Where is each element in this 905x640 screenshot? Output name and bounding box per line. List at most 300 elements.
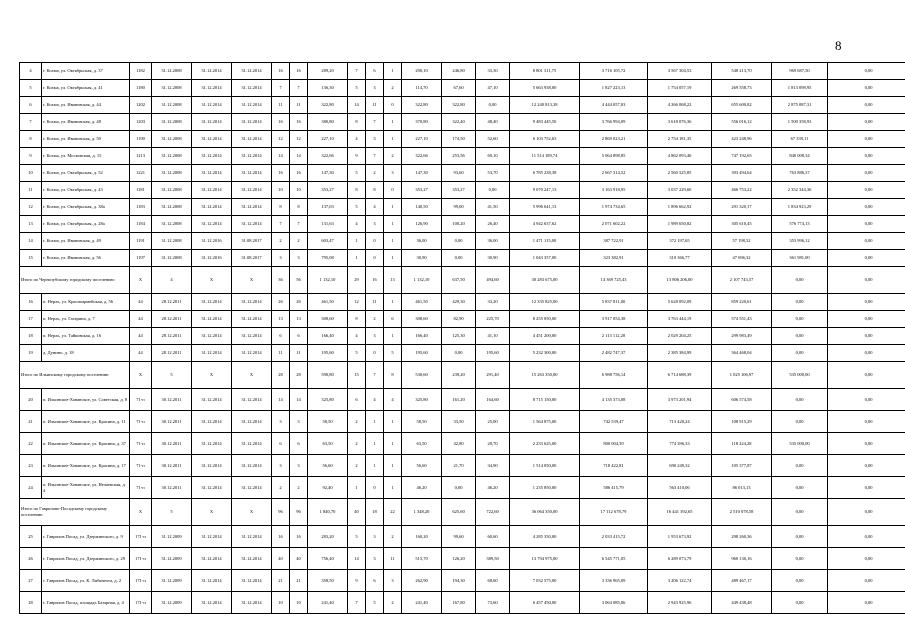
- table-cell: 26: [20, 548, 42, 570]
- table-cell: 494,60: [476, 267, 510, 294]
- table-cell: 31.12.2014: [192, 216, 232, 233]
- table-cell: 0,00: [828, 80, 905, 97]
- table-cell: 290,10: [402, 63, 442, 80]
- table-cell: 3 336 965,09: [580, 570, 648, 592]
- table-cell: 0,00: [772, 294, 828, 311]
- table-cell: д. Дунино, д. 18: [42, 345, 130, 362]
- table-cell: 3: [272, 411, 290, 433]
- table-cell: 20: [20, 389, 42, 411]
- table-cell: 31.12.2014: [192, 131, 232, 148]
- table-cell: 171-п: [130, 592, 152, 614]
- table-cell: 2 875 087,31: [772, 97, 828, 114]
- table-cell: 125,30: [442, 328, 476, 345]
- table-cell: 11: [290, 97, 308, 114]
- table-cell: 747 192,65: [712, 148, 772, 165]
- table-cell: 11: [366, 97, 384, 114]
- table-cell: 0,00: [772, 477, 828, 499]
- table-cell: 4 862 093,46: [648, 148, 712, 165]
- table-cell: 5 628 092,09: [648, 294, 712, 311]
- table-cell: 225,70: [476, 311, 510, 328]
- table-cell: г. Кохма, ул. Ивановская, д. 56: [42, 250, 130, 267]
- table-cell: 0,00: [442, 477, 476, 499]
- table-cell: 30.12.2011: [152, 411, 192, 433]
- table-cell: 118 224,28: [712, 433, 772, 455]
- table-cell: 23: [20, 455, 42, 477]
- table-cell: 0,00: [828, 63, 905, 80]
- table-cell: 126,90: [402, 216, 442, 233]
- table-cell: 16: [290, 63, 308, 80]
- table-cell: 3: [366, 216, 384, 233]
- table-cell: 795,08: [308, 250, 348, 267]
- table-cell: 0: [366, 250, 384, 267]
- table-cell: г. Кохма, ул. Октябрьская, д. 38а: [42, 199, 130, 216]
- table-cell: 0: [366, 345, 384, 362]
- table-cell: 1182: [130, 63, 152, 80]
- table-cell: 44: [130, 311, 152, 328]
- table-cell: 71-п: [130, 389, 152, 411]
- table-cell: 1 989 650,82: [648, 216, 712, 233]
- table-cell: 0,00: [828, 216, 905, 233]
- table-cell: 1 514 050,00: [510, 455, 580, 477]
- table-row: [20, 216, 905, 233]
- table-cell: 56,60: [308, 455, 348, 477]
- table-cell: 0,00: [828, 114, 905, 131]
- table-cell: 2: [384, 148, 402, 165]
- table-cell: 2: [384, 526, 402, 548]
- table-cell: 1 953 673,92: [648, 526, 712, 548]
- table-cell: 1: [348, 477, 366, 499]
- table-cell: 60,60: [476, 526, 510, 548]
- table-cell: 5 837 811,00: [580, 294, 648, 311]
- table-cell: 31.12.2014: [232, 199, 272, 216]
- table-cell: 71-п: [130, 433, 152, 455]
- table-cell: 1202: [130, 97, 152, 114]
- table-cell: 171-п: [130, 548, 152, 570]
- table-cell: 31.12.2014: [192, 526, 232, 548]
- table-cell: 136,30: [308, 80, 348, 97]
- table-cell: 1 471 115,00: [510, 233, 580, 250]
- table-cell: г. Кохма, ул. Ивановская, д. 48: [42, 114, 130, 131]
- table-cell: 31.12.2014: [192, 114, 232, 131]
- table-cell: 16: [272, 165, 290, 182]
- table-cell: 31.12.2008: [152, 63, 192, 80]
- table-cell: 1191: [130, 233, 152, 250]
- table-cell: 8: [290, 199, 308, 216]
- table-cell: 71-п: [130, 411, 152, 433]
- table-cell: 12: [290, 131, 308, 148]
- table-cell: Х: [232, 362, 272, 389]
- table-row: [20, 345, 905, 362]
- table-cell: 2 510 078,58: [712, 499, 772, 526]
- table-cell: 2 113 112,28: [580, 328, 648, 345]
- table-cell: 31.12.2014: [232, 216, 272, 233]
- table-cell: 1: [384, 250, 402, 267]
- table-cell: 31.12.2014: [232, 477, 272, 499]
- table-cell: 262,90: [402, 570, 442, 592]
- table-cell: 4: [366, 389, 384, 411]
- table-cell: 10: [290, 592, 308, 614]
- table-cell: 246,80: [442, 63, 476, 80]
- table-cell: 22: [384, 499, 402, 526]
- table-cell: 9: [348, 570, 366, 592]
- table-cell: г. Кохма, ул. Октябрьская, д. 28а: [42, 216, 130, 233]
- table-cell: 6 457 450,00: [510, 592, 580, 614]
- table-cell: 6: [290, 433, 308, 455]
- table-cell: 308,60: [402, 311, 442, 328]
- table-cell: 1: [384, 114, 402, 131]
- table-cell: 14: [290, 389, 308, 411]
- table-cell: 31.12.2016: [192, 233, 232, 250]
- table-row: [20, 526, 905, 548]
- table-cell: 1180: [130, 80, 152, 97]
- table-cell: 147,30: [308, 165, 348, 182]
- housing-table: [19, 62, 905, 614]
- table-cell: 11: [366, 294, 384, 311]
- table-cell: 20,70: [476, 433, 510, 455]
- table-cell: 1 132,10: [402, 267, 442, 294]
- table-cell: 22: [20, 433, 42, 455]
- table-cell: 530,60: [402, 362, 442, 389]
- table-cell: 637,50: [442, 267, 476, 294]
- table-cell: 31.12.2014: [232, 592, 272, 614]
- table-cell: 31.12.2008: [152, 233, 192, 250]
- table-row: [20, 199, 905, 216]
- table-row: [20, 328, 905, 345]
- table-cell: 0,00: [772, 592, 828, 614]
- table-cell: 11: [290, 345, 308, 362]
- table-cell: 69,10: [476, 148, 510, 165]
- table-cell: 6 103 752,63: [510, 131, 580, 148]
- table-cell: 0,00: [828, 182, 905, 199]
- table-cell: Х: [192, 267, 232, 294]
- table-cell: 73,60: [476, 592, 510, 614]
- table-cell: 3 766 994,09: [580, 114, 648, 131]
- table-cell: 18: [20, 328, 42, 345]
- table-cell: 1190: [130, 131, 152, 148]
- table-cell: 10: [272, 182, 290, 199]
- table-cell: 389,50: [476, 548, 510, 570]
- table-cell: 41,10: [476, 328, 510, 345]
- table-cell: 3: [384, 570, 402, 592]
- table-cell: 10: [290, 182, 308, 199]
- table-cell: 0,00: [828, 411, 905, 433]
- table-cell: 31.12.2014: [232, 548, 272, 570]
- table-cell: 171-п: [130, 526, 152, 548]
- table-cell: 126,20: [442, 548, 476, 570]
- table-cell: 13: [272, 311, 290, 328]
- table-cell: 71-п: [130, 477, 152, 499]
- table-cell: 30.12.2011: [152, 455, 192, 477]
- table-cell: п. Нерль, ул. Тайковская, д. 16: [42, 328, 130, 345]
- table-cell: Х: [192, 362, 232, 389]
- table-cell: 7: [290, 216, 308, 233]
- table-cell: 0,00: [828, 148, 905, 165]
- table-cell: 269 558,73: [712, 80, 772, 97]
- table-cell: 3: [384, 165, 402, 182]
- table-cell: 31.12.2009: [152, 526, 192, 548]
- table-cell: 0,00: [772, 548, 828, 570]
- table-cell: 298 260,36: [712, 526, 772, 548]
- table-cell: 0,00: [772, 455, 828, 477]
- table-cell: 3 917 054,38: [580, 311, 648, 328]
- table-cell: 31.12.2014: [192, 63, 232, 80]
- subtotal-label: Итого по Чернозубскому городскому поселению:: [20, 267, 130, 294]
- table-cell: 372 197,65: [648, 233, 712, 250]
- table-cell: 713 420,24: [648, 411, 712, 433]
- table-cell: 31.12.2014: [232, 345, 272, 362]
- table-cell: 6: [20, 97, 42, 114]
- table-cell: 63,50: [308, 433, 348, 455]
- table-cell: п. Ильинское-Хованское, ул. Советская, д. 8: [42, 389, 130, 411]
- table-cell: 325,80: [402, 389, 442, 411]
- table-cell: 31.12.2014: [192, 80, 232, 97]
- table-cell: 0,00: [476, 97, 510, 114]
- table-cell: 1 813 098,95: [772, 80, 828, 97]
- table-cell: 15: [20, 250, 42, 267]
- table-cell: 1 348,20: [402, 499, 442, 526]
- table-cell: 1: [366, 455, 384, 477]
- table-cell: 3: [272, 250, 290, 267]
- table-cell: 31.12.2008: [152, 182, 192, 199]
- table-cell: 40: [290, 548, 308, 570]
- table-cell: 15 263 350,00: [510, 362, 580, 389]
- table-cell: 8: [366, 182, 384, 199]
- table-cell: 0,00: [828, 526, 905, 548]
- table-cell: 3 763 444,19: [648, 311, 712, 328]
- table-cell: г. Кохма, ул. Октябрьская, д. 52: [42, 165, 130, 182]
- table-cell: 1: [384, 411, 402, 433]
- table-cell: 4: [152, 267, 192, 294]
- table-cell: 44: [130, 345, 152, 362]
- table-cell: 4 942 637,62: [510, 216, 580, 233]
- table-cell: 606 574,58: [712, 389, 772, 411]
- table-cell: 31.12.2014: [192, 328, 232, 345]
- table-cell: 28: [272, 362, 290, 389]
- table-cell: 11: [272, 97, 290, 114]
- table-cell: п. Нерль, ул. Гагарина, д. 7: [42, 311, 130, 328]
- table-cell: 16: [272, 114, 290, 131]
- table-cell: 2 869 023,21: [580, 131, 648, 148]
- table-cell: 840 008,34: [772, 148, 828, 165]
- table-cell: 31.12.2014: [232, 148, 272, 165]
- table-cell: 56,60: [402, 455, 442, 477]
- table-cell: 15: [348, 362, 366, 389]
- table-cell: г. Кохма, ул. Московская, д. 15: [42, 148, 130, 165]
- table-cell: 8: [272, 199, 290, 216]
- table-cell: 763 886,37: [772, 165, 828, 182]
- table-cell: 5: [348, 345, 366, 362]
- table-row: [20, 294, 905, 311]
- table-cell: 2 071 602,22: [580, 216, 648, 233]
- table-cell: Х: [232, 267, 272, 294]
- table-cell: 1 564 875,00: [510, 411, 580, 433]
- table-cell: 2: [366, 165, 384, 182]
- table-cell: 8: [384, 362, 402, 389]
- table-cell: 1 896 662,92: [648, 199, 712, 216]
- table-cell: 2: [366, 311, 384, 328]
- table-cell: 40: [272, 548, 290, 570]
- table-cell: 969 687,50: [772, 63, 828, 80]
- table-cell: 140,50: [402, 199, 442, 216]
- table-cell: 5: [348, 165, 366, 182]
- table-row: [20, 455, 905, 477]
- table-cell: 7 032 575,00: [510, 570, 580, 592]
- table-cell: 1: [348, 250, 366, 267]
- table-cell: 310 366,77: [648, 250, 712, 267]
- table-cell: 26: [272, 294, 290, 311]
- table-cell: 6: [384, 311, 402, 328]
- table-cell: 21: [290, 570, 308, 592]
- table-cell: 1 235 850,00: [510, 477, 580, 499]
- table-row: [20, 433, 905, 455]
- table-row: [20, 131, 905, 148]
- table-cell: 353,27: [442, 182, 476, 199]
- table-cell: 625,60: [442, 499, 476, 526]
- table-cell: 308,60: [308, 311, 348, 328]
- table-cell: 31.12.2009: [152, 548, 192, 570]
- table-cell: 46,20: [476, 477, 510, 499]
- table-cell: 9 070 247,13: [510, 182, 580, 199]
- table-cell: 774 396,33: [648, 433, 712, 455]
- table-row: [20, 592, 905, 614]
- table-cell: 7: [272, 216, 290, 233]
- table-cell: 28.12.2011: [152, 328, 192, 345]
- table-cell: 2: [348, 411, 366, 433]
- table-cell: 1181: [130, 182, 152, 199]
- table-cell: 4: [348, 131, 366, 148]
- table-cell: 0,00: [828, 455, 905, 477]
- table-cell: 5: [348, 199, 366, 216]
- table-cell: 3 973 201,94: [648, 389, 712, 411]
- table-cell: 241,40: [402, 592, 442, 614]
- table-cell: 6: [272, 328, 290, 345]
- table-cell: 53,70: [476, 165, 510, 182]
- table-cell: 194,30: [442, 570, 476, 592]
- table-cell: 4 266 068,22: [648, 97, 712, 114]
- table-cell: 6 785 238,38: [510, 165, 580, 182]
- table-cell: 2 385 384,99: [648, 345, 712, 362]
- table-cell: 0,00: [772, 311, 828, 328]
- table-cell: 2 233 625,00: [510, 433, 580, 455]
- table-cell: 227,10: [308, 131, 348, 148]
- table-cell: 30,90: [402, 250, 442, 267]
- table-cell: 71-п: [130, 455, 152, 477]
- table-cell: 8 715 150,00: [510, 389, 580, 411]
- table-cell: 105 377,87: [712, 455, 772, 477]
- table-cell: 322,66: [308, 148, 348, 165]
- table-cell: 18: [366, 499, 384, 526]
- page-number: 8: [835, 38, 842, 53]
- table-cell: 9 483 445,50: [510, 114, 580, 131]
- table-row: [20, 165, 905, 182]
- table-cell: 364 468,04: [712, 345, 772, 362]
- table-cell: 4: [20, 63, 42, 80]
- table-cell: 0,00: [772, 499, 828, 526]
- table-cell: 31.12.2008: [152, 199, 192, 216]
- table-cell: 0,00: [828, 548, 905, 570]
- table-cell: 8: [348, 114, 366, 131]
- table-cell: 17 112 678,79: [580, 499, 648, 526]
- table-cell: 174,50: [442, 131, 476, 148]
- table-cell: 56: [290, 267, 308, 294]
- table-cell: 1: [348, 233, 366, 250]
- table-cell: 0,00: [828, 328, 905, 345]
- table-cell: 86 013,13: [712, 477, 772, 499]
- table-cell: 1203: [130, 114, 152, 131]
- table-cell: 3 163 918,95: [580, 182, 648, 199]
- table-cell: 100,20: [442, 216, 476, 233]
- table-cell: 14: [290, 148, 308, 165]
- table-cell: 0,00: [828, 433, 905, 455]
- table-cell: 31.12.2014: [232, 97, 272, 114]
- table-cell: 2: [272, 477, 290, 499]
- table-cell: 563 410,06: [648, 477, 712, 499]
- table-cell: 7: [366, 362, 384, 389]
- table-cell: 5: [366, 592, 384, 614]
- table-cell: п. Ильинское-Хованское, ул. Красина, д. 37: [42, 433, 130, 455]
- table-cell: 6 988 756,14: [580, 362, 648, 389]
- table-cell: 0: [366, 233, 384, 250]
- table-cell: 0,00: [828, 570, 905, 592]
- table-cell: 574 551,43: [712, 311, 772, 328]
- table-cell: 47 696,32: [712, 250, 772, 267]
- table-row: [20, 182, 905, 199]
- table-cell: 13 794 975,00: [510, 548, 580, 570]
- table-cell: 353 996,12: [772, 233, 828, 250]
- table-cell: 82,90: [442, 311, 476, 328]
- table-cell: 0,00: [828, 592, 905, 614]
- table-cell: г. Гаврилов Посад, ул. Дзержинского, д. 9: [42, 526, 130, 548]
- table-cell: 423 248,96: [712, 131, 772, 148]
- table-cell: 16: [290, 526, 308, 548]
- table-row: [20, 389, 905, 411]
- table-cell: 960 130,16: [712, 548, 772, 570]
- table-cell: 291 320,17: [712, 199, 772, 216]
- table-cell: 2: [348, 433, 366, 455]
- table-cell: 31.12.2014: [192, 182, 232, 199]
- table-cell: 167,80: [442, 592, 476, 614]
- table-cell: 1: [384, 433, 402, 455]
- table-cell: 4 135 373,08: [580, 389, 648, 411]
- table-cell: 31.12.2014: [232, 570, 272, 592]
- table-cell: 14: [272, 148, 290, 165]
- table-cell: 8: [20, 131, 42, 148]
- table-cell: 31.12.2014: [232, 80, 272, 97]
- table-cell: 299 983,49: [712, 328, 772, 345]
- table-cell: 0,00: [828, 389, 905, 411]
- subtotal-row: [20, 499, 905, 526]
- table-cell: 11 514 189,74: [510, 148, 580, 165]
- table-cell: 0,00: [828, 311, 905, 328]
- table-cell: 3: [366, 328, 384, 345]
- table-cell: 7: [348, 592, 366, 614]
- table-cell: 380,80: [308, 114, 348, 131]
- subtotal-label: Итого по Ильинскому городскому поселению:: [20, 362, 130, 389]
- table-cell: 166,40: [308, 328, 348, 345]
- table-cell: 0,00: [828, 294, 905, 311]
- table-cell: 25: [20, 526, 42, 548]
- table-cell: 515,70: [402, 548, 442, 570]
- table-cell: 4 285 350,00: [510, 526, 580, 548]
- subtotal-label: Итого по Гаврилово-Посадскому городскому поселению:: [20, 499, 130, 526]
- table-cell: 548 213,70: [712, 63, 772, 80]
- table-cell: 1 043 357,00: [510, 250, 580, 267]
- table-cell: 0,00: [828, 362, 905, 389]
- table-cell: 5 996 641,13: [510, 199, 580, 216]
- table-cell: 31.12.2014: [192, 389, 232, 411]
- table-cell: 5: [152, 499, 192, 526]
- table-cell: 36: [272, 267, 290, 294]
